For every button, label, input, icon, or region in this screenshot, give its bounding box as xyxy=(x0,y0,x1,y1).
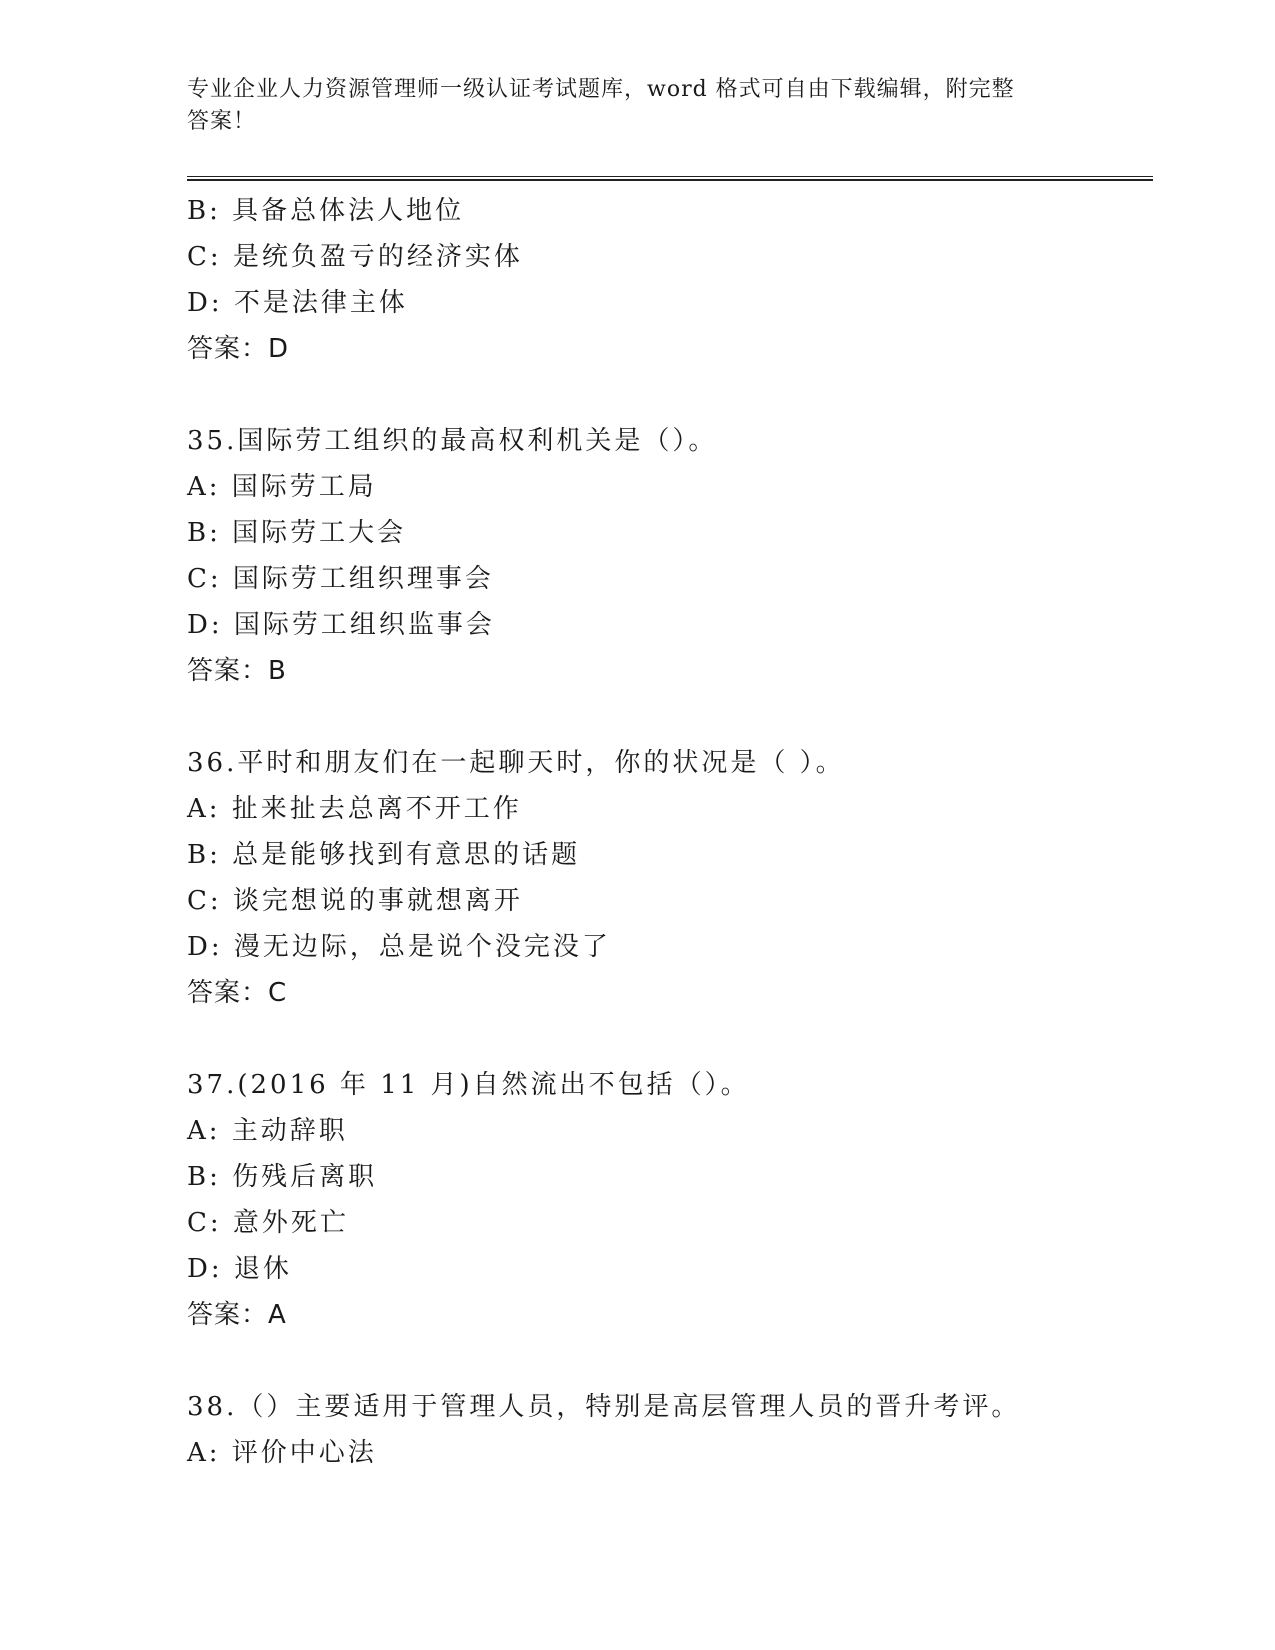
answer-line: 答案：B xyxy=(187,656,287,686)
document-header xyxy=(187,74,1087,138)
question-stem: 36.平时和朋友们在一起聊天时，你的状况是（ ）。 xyxy=(187,748,845,778)
question-block-34 xyxy=(187,188,1153,372)
option-d: D: 退休 xyxy=(187,1254,292,1284)
option-c: C: 谈完想说的事就想离开 xyxy=(187,886,523,916)
option-c: C: 国际劳工组织理事会 xyxy=(187,564,494,594)
question-stem: 35.国际劳工组织的最高权利机关是（）。 xyxy=(187,426,718,456)
header-line-2: 答案！ xyxy=(187,109,257,134)
answer-line: 答案：D xyxy=(187,334,290,364)
option-d: D: 不是法律主体 xyxy=(187,288,408,318)
option-b: B: 国际劳工大会 xyxy=(187,518,407,548)
header-line-1: 专业企业人力资源管理师一级认证考试题库，word 格式可自由下载编辑，附完整 xyxy=(187,77,1015,102)
option-a: A: 扯来扯去总离不开工作 xyxy=(187,794,522,824)
option-a: A: 国际劳工局 xyxy=(187,472,377,502)
answer-line: 答案：A xyxy=(187,1300,287,1330)
question-list xyxy=(187,188,1153,1476)
option-c: C: 意外死亡 xyxy=(187,1208,349,1238)
question-block-38 xyxy=(187,1384,1153,1476)
option-a: A: 主动辞职 xyxy=(187,1116,348,1146)
option-c: C: 是统负盈亏的经济实体 xyxy=(187,242,523,272)
answer-line: 答案：C xyxy=(187,978,288,1008)
option-b: B: 伤残后离职 xyxy=(187,1162,378,1192)
question-block-37 xyxy=(187,1062,1153,1338)
option-d: D: 漫无边际，总是说个没完没了 xyxy=(187,932,611,962)
question-block-36 xyxy=(187,740,1153,1016)
option-b: B: 具备总体法人地位 xyxy=(187,196,465,226)
option-b: B: 总是能够找到有意思的话题 xyxy=(187,840,581,870)
option-a: A: 评价中心法 xyxy=(187,1438,377,1468)
question-stem: 38.（）主要适用于管理人员，特别是高层管理人员的晋升考评。 xyxy=(187,1392,1021,1422)
question-block-35 xyxy=(187,418,1153,694)
question-stem: 37.(2016 年 11 月)自然流出不包括（）。 xyxy=(187,1070,750,1100)
header-divider xyxy=(187,176,1153,181)
option-d: D: 国际劳工组织监事会 xyxy=(187,610,495,640)
